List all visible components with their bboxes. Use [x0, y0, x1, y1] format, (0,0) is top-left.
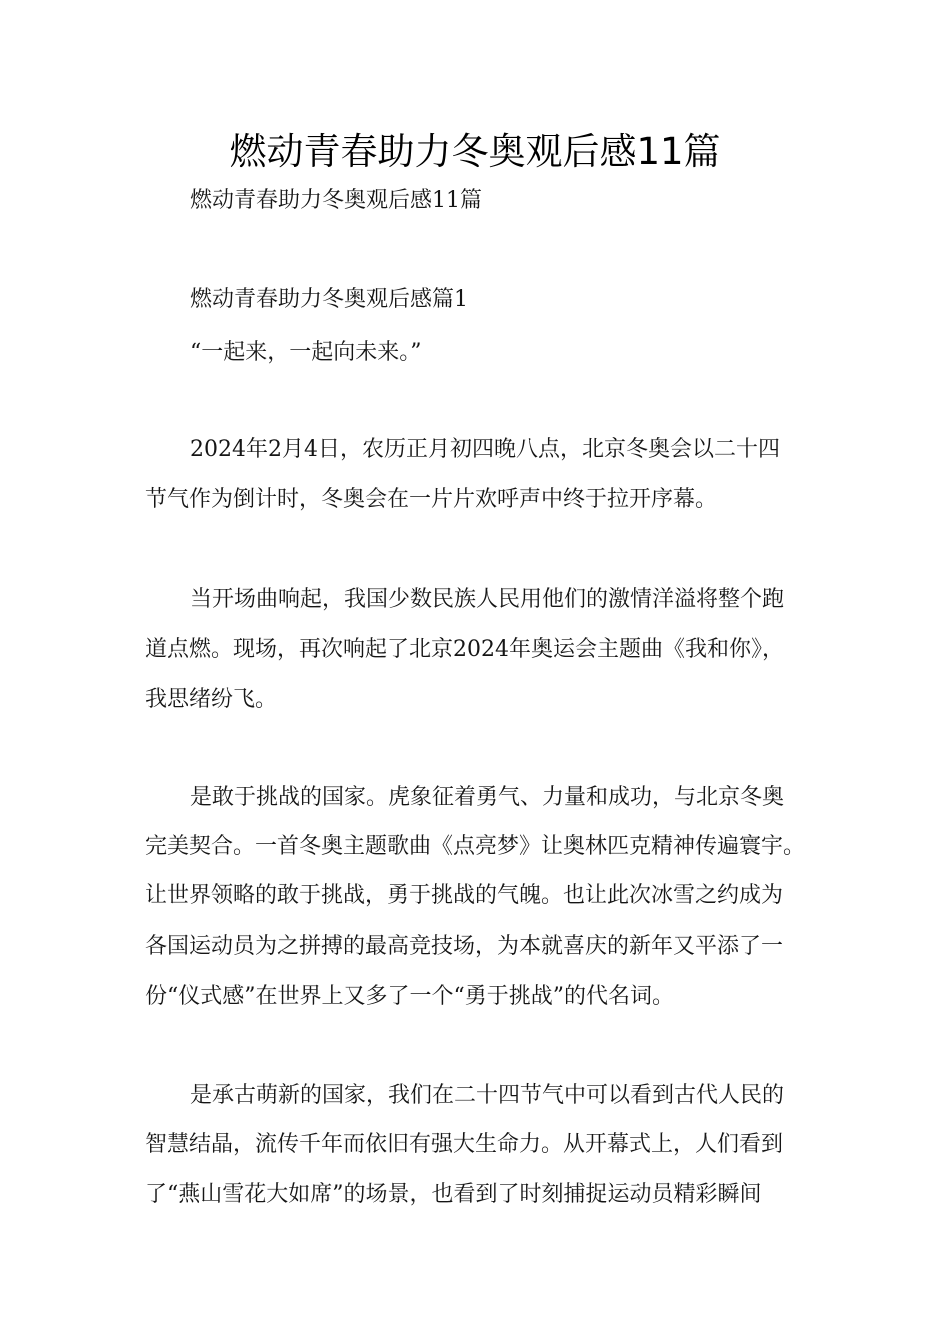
paragraph-3-line-3: 让世界领略的敢于挑战，勇于挑战的气魄。也让此次冰雪之约成为	[145, 883, 784, 908]
section-heading: 燃动青春助力冬奥观后感篇1	[190, 287, 468, 312]
paragraph-2-line-3: 我思绪纷飞。	[145, 687, 278, 712]
paragraph-2-line-1: 当开场曲响起，我国少数民族人民用他们的激情洋溢将整个跑	[190, 587, 785, 612]
paragraph-3-line-4: 各国运动员为之拼搏的最高竞技场，为本就喜庆的新年又平添了一	[145, 934, 784, 959]
paragraph-1-line-1: 2024年2月4日，农历正月初四晚八点，北京冬奥会以二十四	[190, 437, 780, 462]
document-subtitle: 燃动青春助力冬奥观后感11篇	[190, 188, 482, 213]
paragraph-4-line-3: 了“燕山雪花大如席”的场景，也看到了时刻捕捉运动员精彩瞬间	[145, 1182, 762, 1207]
paragraph-1-line-2: 节气作为倒计时，冬奥会在一片片欢呼声中终于拉开序幕。	[145, 487, 718, 512]
paragraph-4-line-2: 智慧结晶，流传千年而依旧有强大生命力。从开幕式上，人们看到	[145, 1132, 784, 1157]
paragraph-2-line-2: 道点燃。现场，再次响起了北京2024年奥运会主题曲《我和你》，	[145, 637, 784, 662]
paragraph-4-line-1: 是承古萌新的国家，我们在二十四节气中可以看到古代人民的	[190, 1083, 785, 1108]
paragraph-3-line-2: 完美契合。一首冬奥主题歌曲《点亮梦》让奥林匹克精神传遍寰宇。	[145, 834, 806, 859]
document-title: 燃动青春助力冬奥观后感11篇	[229, 130, 721, 173]
paragraph-3-line-5: 份“仪式感”在世界上又多了一个“勇于挑战”的代名词。	[145, 984, 674, 1009]
paragraph-3-line-1: 是敢于挑战的国家。虎象征着勇气、力量和成功，与北京冬奥	[190, 785, 785, 810]
quote-line: “一起来，一起向未来。”	[190, 340, 422, 365]
